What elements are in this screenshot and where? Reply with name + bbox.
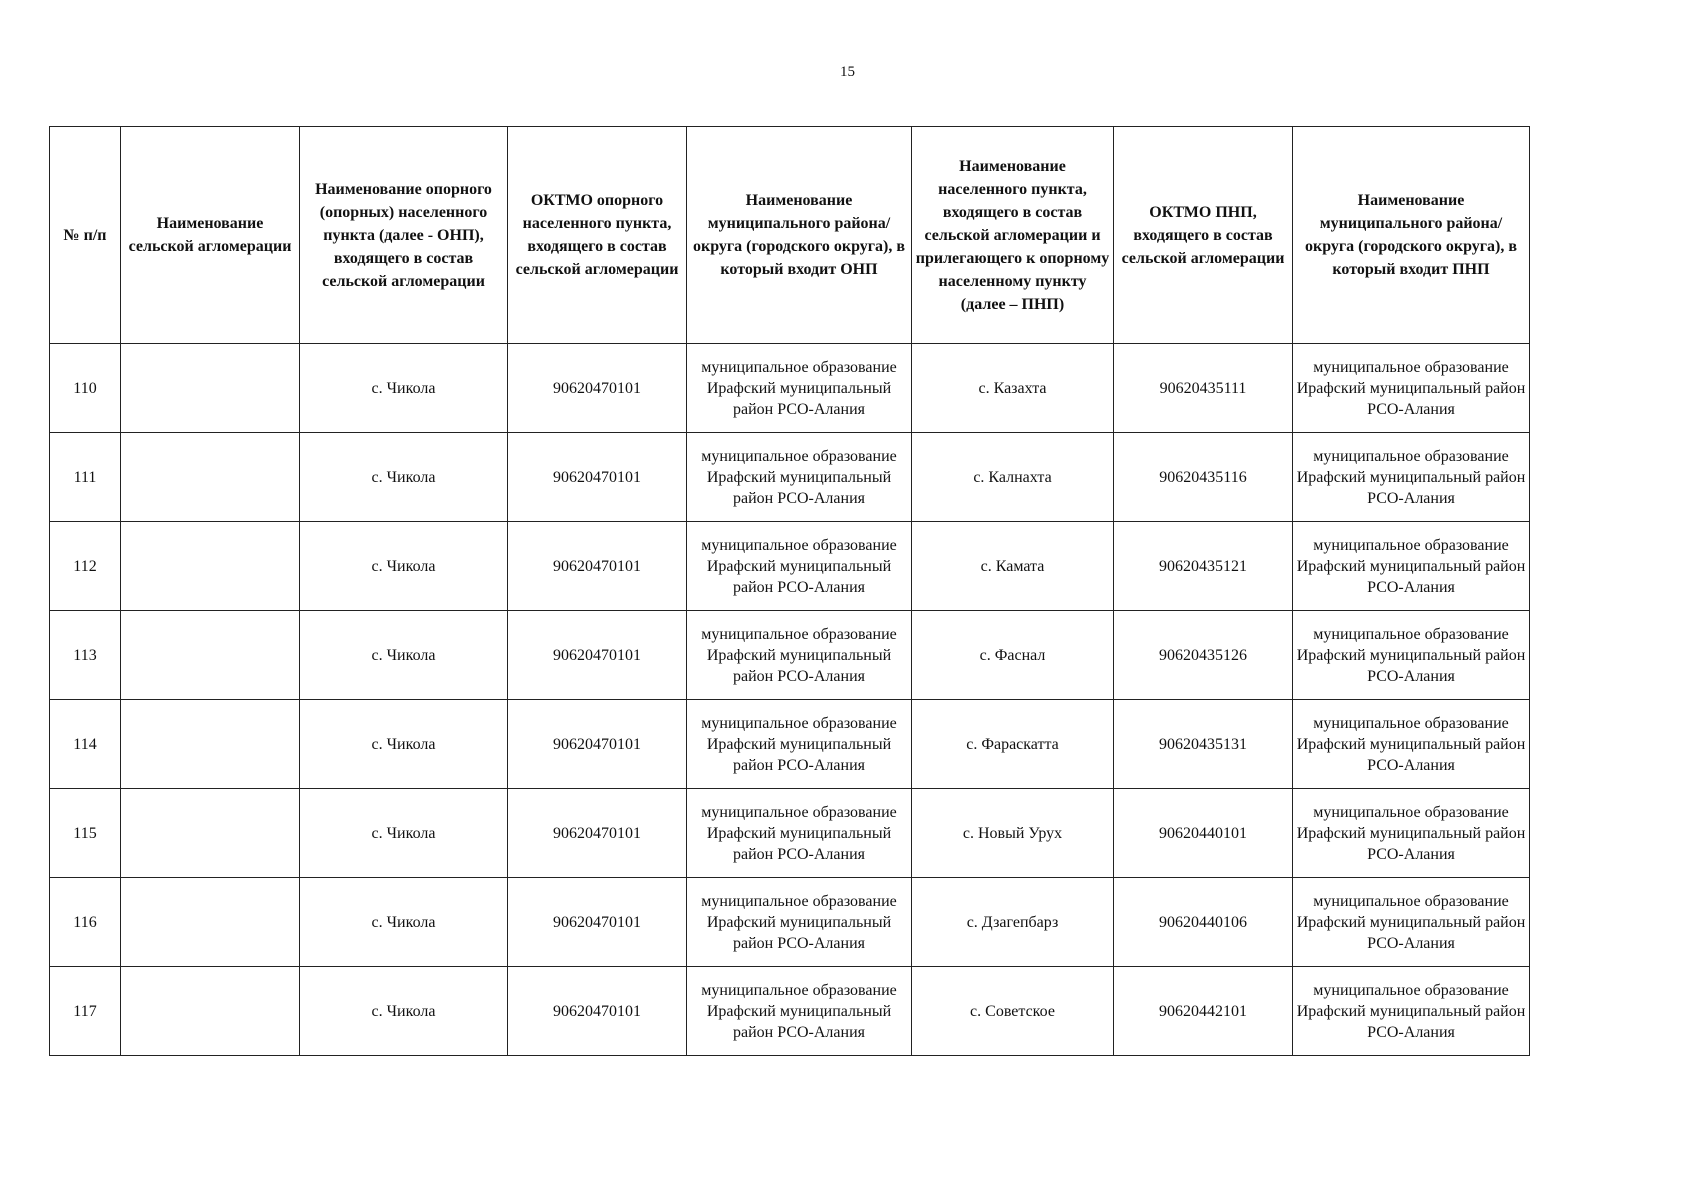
page-number: 15 [840,64,855,80]
header-row-number: № п/п [50,127,121,344]
header-agglomeration-name: Наименование сельской агломерации [121,127,300,344]
cell-pnp-oktmo: 90620435111 [1114,344,1293,433]
agglomeration-table [49,126,1530,1056]
cell-onp-name: с. Чикола [300,789,508,878]
cell-pnp-oktmo: 90620440106 [1114,878,1293,967]
cell-agglomeration-name [121,967,300,1056]
cell-pnp-name: с. Фараскатта [912,700,1114,789]
table-row [50,611,1530,700]
table-row [50,433,1530,522]
cell-agglomeration-name [121,522,300,611]
cell-onp-oktmo: 90620470101 [508,878,687,967]
cell-onp-name: с. Чикола [300,878,508,967]
cell-agglomeration-name [121,878,300,967]
cell-pnp-oktmo: 90620435121 [1114,522,1293,611]
cell-pnp-district: муниципальное образование Ирафский муниципальный район РСО-Алания [1293,344,1530,433]
cell-agglomeration-name [121,789,300,878]
cell-pnp-oktmo: 90620442101 [1114,967,1293,1056]
cell-row-number: 110 [50,344,121,433]
table-row [50,344,1530,433]
table-row [50,522,1530,611]
cell-onp-district: муниципальное образование Ирафский муниципальный район РСО-Алания [687,344,912,433]
cell-onp-oktmo: 90620470101 [508,344,687,433]
cell-agglomeration-name [121,344,300,433]
cell-onp-name: с. Чикола [300,433,508,522]
cell-pnp-district: муниципальное образование Ирафский муниципальный район РСО-Алания [1293,522,1530,611]
table-row [50,967,1530,1056]
header-row [50,127,1530,344]
cell-onp-oktmo: 90620470101 [508,433,687,522]
cell-pnp-name: с. Новый Урух [912,789,1114,878]
cell-row-number: 111 [50,433,121,522]
cell-row-number: 116 [50,878,121,967]
cell-onp-oktmo: 90620470101 [508,611,687,700]
cell-onp-oktmo: 90620470101 [508,967,687,1056]
cell-onp-district: муниципальное образование Ирафский муниципальный район РСО-Алания [687,611,912,700]
table-header [50,127,1530,344]
cell-onp-oktmo: 90620470101 [508,522,687,611]
cell-onp-district: муниципальное образование Ирафский муниципальный район РСО-Алания [687,878,912,967]
cell-onp-name: с. Чикола [300,700,508,789]
header-pnp-name: Наименование населенного пункта, входящего в состав сельской агломерации и прилегающего к опорному населенному пункту (далее – ПНП) [912,127,1114,344]
cell-pnp-name: с. Камата [912,522,1114,611]
cell-row-number: 114 [50,700,121,789]
cell-pnp-district: муниципальное образование Ирафский муниципальный район РСО-Алания [1293,967,1530,1056]
cell-pnp-name: с. Дзагепбарз [912,878,1114,967]
cell-onp-district: муниципальное образование Ирафский муниципальный район РСО-Алания [687,433,912,522]
cell-pnp-name: с. Советское [912,967,1114,1056]
cell-pnp-district: муниципальное образование Ирафский муниципальный район РСО-Алания [1293,789,1530,878]
cell-pnp-name: с. Фаснал [912,611,1114,700]
cell-agglomeration-name [121,611,300,700]
cell-onp-district: муниципальное образование Ирафский муниципальный район РСО-Алания [687,789,912,878]
cell-pnp-district: муниципальное образование Ирафский муниципальный район РСО-Алания [1293,700,1530,789]
cell-pnp-district: муниципальное образование Ирафский муниципальный район РСО-Алания [1293,433,1530,522]
cell-row-number: 115 [50,789,121,878]
cell-agglomeration-name [121,433,300,522]
cell-onp-district: муниципальное образование Ирафский муниципальный район РСО-Алания [687,700,912,789]
cell-onp-name: с. Чикола [300,611,508,700]
header-onp-oktmo: ОКТМО опорного населенного пункта, входящего в состав сельской агломерации [508,127,687,344]
cell-pnp-name: с. Казахта [912,344,1114,433]
cell-onp-district: муниципальное образование Ирафский муниципальный район РСО-Алания [687,967,912,1056]
cell-onp-oktmo: 90620470101 [508,789,687,878]
cell-pnp-district: муниципальное образование Ирафский муниципальный район РСО-Алания [1293,878,1530,967]
cell-agglomeration-name [121,700,300,789]
cell-onp-name: с. Чикола [300,967,508,1056]
cell-onp-oktmo: 90620470101 [508,700,687,789]
cell-pnp-name: с. Калнахта [912,433,1114,522]
cell-pnp-oktmo: 90620435131 [1114,700,1293,789]
header-onp-district: Наименование муниципального района/округа (городского округа), в который входит ОНП [687,127,912,344]
cell-row-number: 112 [50,522,121,611]
cell-row-number: 117 [50,967,121,1056]
table-row [50,878,1530,967]
cell-pnp-oktmo: 90620440101 [1114,789,1293,878]
header-onp-name: Наименование опорного (опорных) населенного пункта (далее - ОНП), входящего в состав сельской агломерации [300,127,508,344]
cell-onp-name: с. Чикола [300,344,508,433]
table-body [50,344,1530,1056]
cell-pnp-oktmo: 90620435126 [1114,611,1293,700]
cell-pnp-oktmo: 90620435116 [1114,433,1293,522]
cell-onp-district: муниципальное образование Ирафский муниципальный район РСО-Алания [687,522,912,611]
cell-row-number: 113 [50,611,121,700]
cell-onp-name: с. Чикола [300,522,508,611]
table-row [50,789,1530,878]
header-pnp-oktmo: ОКТМО ПНП, входящего в состав сельской агломерации [1114,127,1293,344]
header-pnp-district: Наименование муниципального района/округа (городского округа), в который входит ПНП [1293,127,1530,344]
table-row [50,700,1530,789]
cell-pnp-district: муниципальное образование Ирафский муниципальный район РСО-Алания [1293,611,1530,700]
